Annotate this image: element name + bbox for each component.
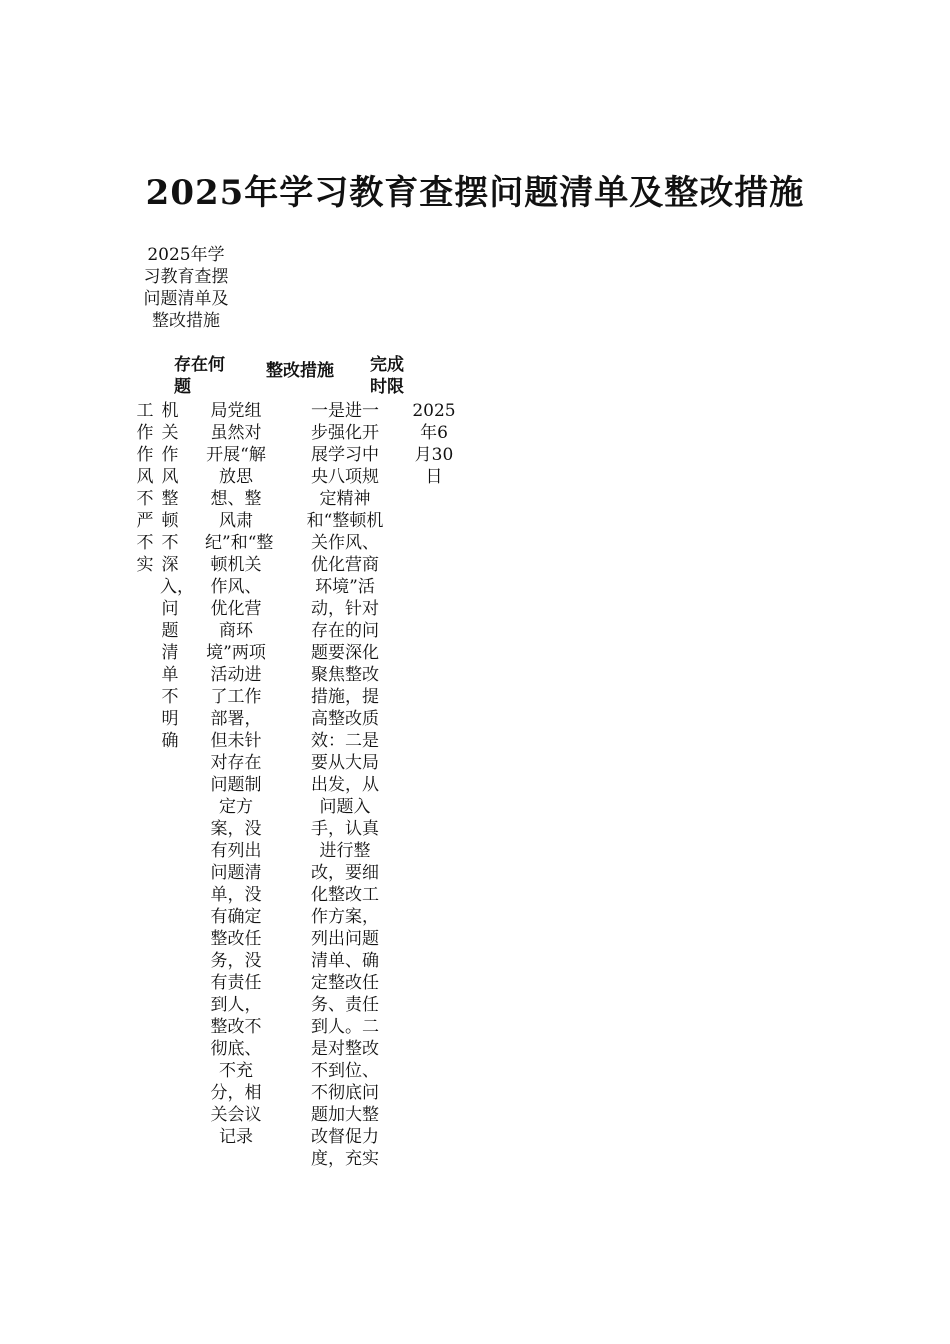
cell-category: 工作作风不严不实 xyxy=(136,401,154,575)
cell-problem-detail: 局党组虽然对开展“解放思想、整风肃纪”和“整顿机关作风、优化营商环境”两项活动进了工作部署，但未针对存在问题制定方案，没有列出问题清单，没有确定整改任务，没有责任到人，整改不彻底、不充分，相关会议记录 xyxy=(205,401,274,1147)
document-title: 2025年学习教育查摆问题清单及整改措施 xyxy=(145,173,805,213)
header-problem: 存在何题 xyxy=(174,355,225,397)
table-caption: 2025年学习教育查摆问题清单及整改措施 xyxy=(143,245,229,331)
cell-measures: 一是进一步强化开展学习中央八项规定精神和“整顿机关作风、优化营商环境”活动，针对存在的问题要深化聚焦整改措施，提高整改质效：二是要从大局出发，从问题入手，认真进行整改，要细化整改工作方案，列出问题清单、确定整改任务、责任到人。二是对整改不到位、不彻底问题加大整改督促力度，充实 xyxy=(306,401,384,1169)
header-deadline: 完成时限 xyxy=(370,355,404,397)
cell-problem-title: 机关作风整顿不深入，问题清单不明确 xyxy=(160,401,194,751)
cell-deadline: 2025年6月30日 xyxy=(412,401,456,487)
header-measures: 整改措施 xyxy=(266,361,334,381)
